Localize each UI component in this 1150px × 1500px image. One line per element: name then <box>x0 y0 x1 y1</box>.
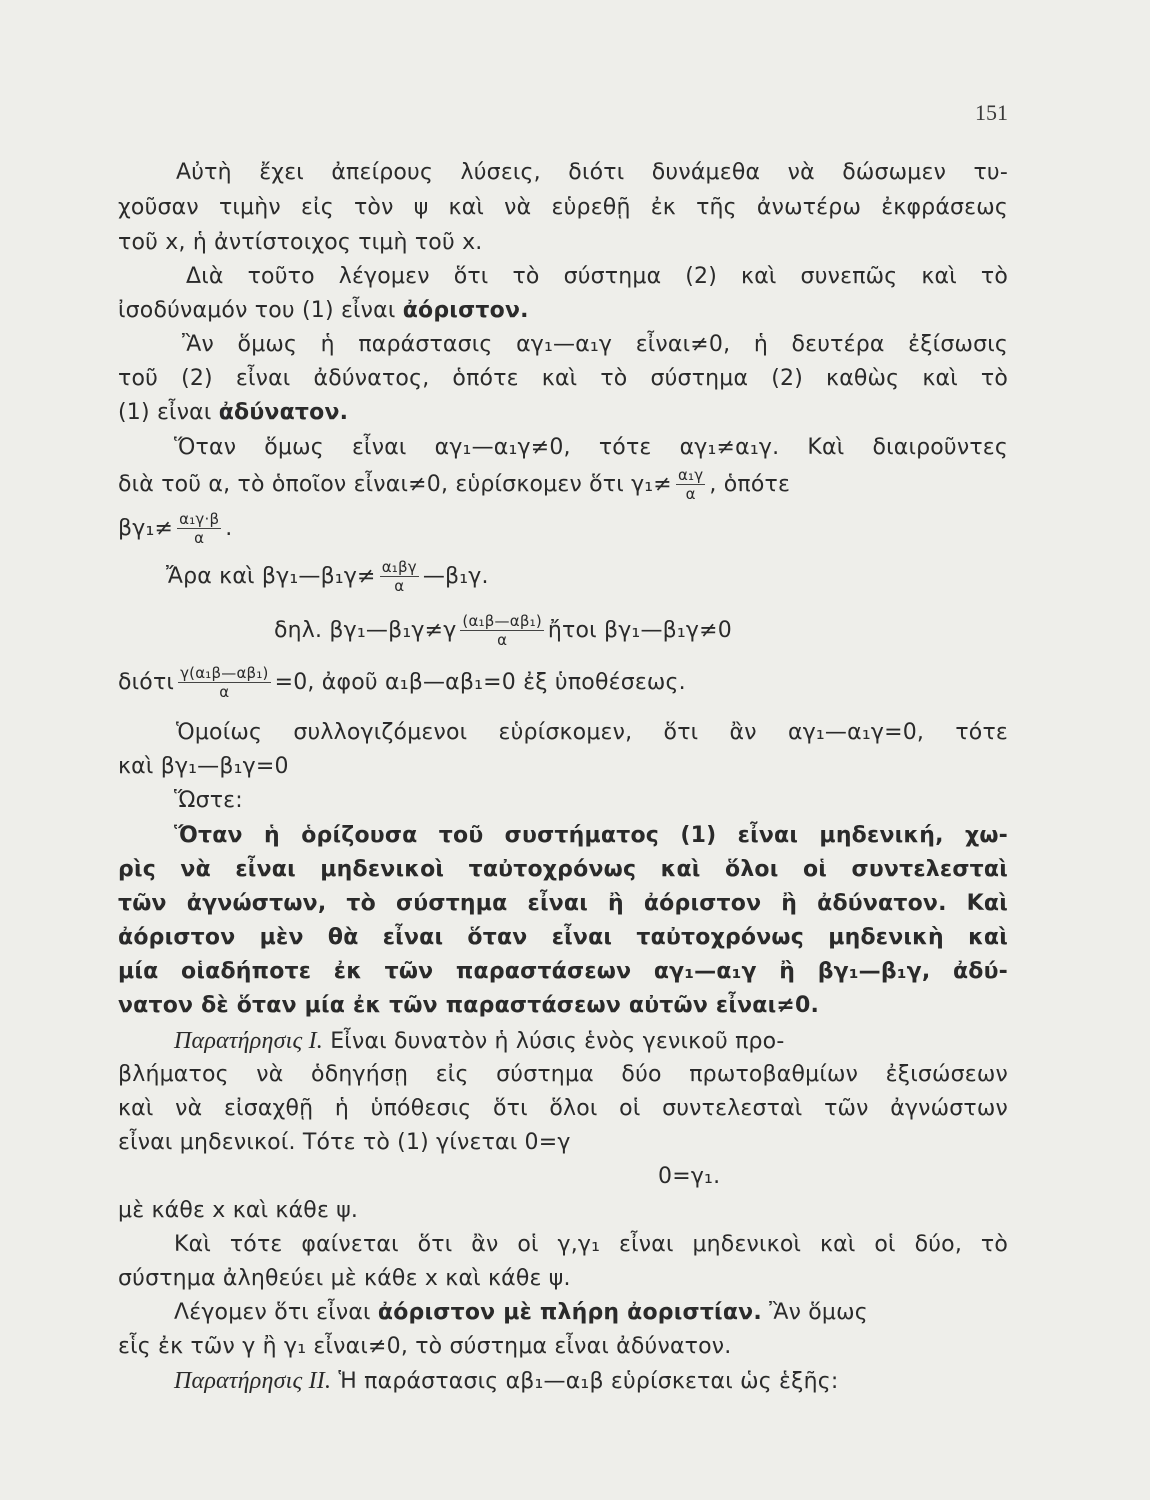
remark-title: Παρατήρησις Ι. <box>174 1028 324 1054</box>
text-run: (1) εἶναι <box>118 400 219 425</box>
formula-line <box>118 512 1008 546</box>
text-line <box>118 296 1008 326</box>
text-line: μὲ κάθε x καὶ κάθε ψ. <box>118 1198 359 1223</box>
fraction <box>380 560 419 594</box>
text-run: . <box>225 516 233 541</box>
text-line <box>118 1298 1064 1328</box>
remark-line <box>118 1366 1064 1397</box>
fraction <box>177 512 221 546</box>
formula-line <box>118 468 1008 502</box>
text-run: βγ₁≠ <box>118 516 174 541</box>
text-line: βλήματος νὰ ὁδηγήσῃ εἰς σύστημα δύο πρωτοβαθμίων ἐξισώσεων <box>118 1062 1008 1087</box>
denominator: α <box>194 529 205 547</box>
fraction <box>460 614 543 648</box>
text-line: τοῦ (2) εἶναι ἀδύνατος, ὁπότε καὶ τὸ σύστημα (2) καθὼς καὶ τὸ <box>118 366 1008 391</box>
remark-line <box>118 1026 1064 1057</box>
text-line: τοῦ x, ἡ ἀντίστοιχος τιμὴ τοῦ x. <box>118 230 483 255</box>
fraction <box>676 468 705 502</box>
text-line <box>118 398 1008 428</box>
text-run: Εἶναι δυνατὸν ἡ λύσις ἑνὸς γενικοῦ προ- <box>323 1029 785 1054</box>
text-run: διὰ τοῦ α, τὸ ὁποῖον εἶναι≠0, εὑρίσκομεν ὅτι γ₁≠ <box>118 472 672 497</box>
numerator: (α₁β—αβ₁) <box>462 612 542 630</box>
text-run: Ἄρα καὶ βγ₁—β₁γ≠ <box>166 564 376 589</box>
denominator: α <box>497 631 508 649</box>
bold-term: ἀόριστον μὲ πλήρη ἀοριστίαν. <box>377 1300 762 1325</box>
text-line: εἷς ἐκ τῶν γ ἢ γ₁ εἶναι≠0, τὸ σύστημα εἶναι ἀδύνατον. <box>118 1334 732 1359</box>
bold-term: ἀδύνατον. <box>218 400 349 425</box>
text-run: ἰσοδύναμόν του (1) εἶναι <box>118 298 403 323</box>
text-run: ἤτοι βγ₁—β₁γ≠0 <box>547 618 732 643</box>
text-line: Ἂν ὅμως ἡ παράστασις αγ₁—α₁γ εἶναι≠0, ἡ δευτέρα ἐξίσωσις <box>182 332 1008 357</box>
text-line: Διὰ τοῦτο λέγομεν ὅτι τὸ σύστημα (2) καὶ συνεπῶς καὶ τὸ <box>186 264 1008 289</box>
text-line: σύστημα ἀληθεύει μὲ κάθε x καὶ κάθε ψ. <box>118 1266 571 1291</box>
text-run: —β₁γ. <box>422 564 489 589</box>
text-line: 0=γ₁. <box>658 1164 721 1189</box>
text-run: δηλ. βγ₁—β₁γ≠γ <box>274 618 457 643</box>
text-run: Λέγομεν ὅτι εἶναι <box>174 1300 378 1325</box>
text-line: καὶ βγ₁—β₁γ=0 <box>118 754 289 779</box>
theorem-line: ρὶς νὰ εἶναι μηδενικοὶ ταὐτοχρόνως καὶ ὅλοι οἱ συντελεσταὶ <box>118 857 1008 882</box>
theorem-line: μία οἱαδήποτε ἐκ τῶν παραστάσεων αγ₁—α₁γ ἢ βγ₁—β₁γ, ἀδύ- <box>118 959 1008 984</box>
text-line: Ὁμοίως συλλογιζόμενοι εὑρίσκομεν, ὅτι ἂν αγ₁—α₁γ=0, τότε <box>176 720 1008 745</box>
text-line: Καὶ τότε φαίνεται ὅτι ἂν οἱ γ,γ₁ εἶναι μηδενικοὶ καὶ οἱ δύο, τὸ <box>174 1232 1008 1257</box>
text-run: διότι <box>118 670 175 695</box>
denominator: α <box>394 577 405 595</box>
bold-term: ἀόριστον. <box>402 298 529 323</box>
theorem-line: νατον δὲ ὅταν μία ἐκ τῶν παραστάσεων αὐτῶν εἶναι≠0. <box>118 993 820 1018</box>
text-line: χοῦσαν τιμὴν εἰς τὸν ψ καὶ νὰ εὑρεθῇ ἐκ τῆς ἀνωτέρω ἐκφράσεως <box>118 195 1008 220</box>
fraction <box>178 666 271 700</box>
text-line: εἶναι μηδενικοί. Τότε τὸ (1) γίνεται 0=γ <box>118 1130 571 1155</box>
numerator: α₁γ·β <box>179 510 220 528</box>
text-line: καὶ νὰ εἰσαχθῇ ἡ ὑπόθεσις ὅτι ὅλοι οἱ συντελεσταὶ τῶν ἀγνώστων <box>118 1096 1008 1121</box>
formula-line <box>118 614 1150 648</box>
remark-title: Παρατήρησις ΙΙ. <box>174 1368 332 1394</box>
text-run: Ἂν ὅμως <box>761 1300 868 1325</box>
numerator: α₁γ <box>677 466 704 484</box>
theorem-line: Ὅταν ἡ ὁρίζουσα τοῦ συστήματος (1) εἶναι μηδενική, χω- <box>174 823 1008 848</box>
formula-line <box>118 560 1056 594</box>
text-line: Αὐτὴ ἔχει ἀπείρους λύσεις, διότι δυνάμεθα νὰ δώσωμεν τυ- <box>176 160 1008 185</box>
page-number: 151 <box>975 100 1008 125</box>
text-line: Ὅταν ὅμως εἶναι αγ₁—α₁γ≠0, τότε αγ₁≠α₁γ. Καὶ διαιροῦντες <box>174 435 1008 460</box>
numerator: α₁βγ <box>381 558 417 576</box>
formula-line <box>118 666 1008 700</box>
text-run: Ἡ παράστασις αβ₁—α₁β εὑρίσκεται ὡς ἑξῆς: <box>331 1369 839 1394</box>
text-line: Ὥστε: <box>174 788 243 813</box>
text-run: , ὁπότε <box>709 472 791 497</box>
text-run: =0, ἀφοῦ α₁β—αβ₁=0 ἐξ ὑποθέσεως. <box>274 670 686 695</box>
theorem-line: τῶν ἀγνώστων, τὸ σύστημα εἶναι ἢ ἀόριστον ἢ ἀδύνατον. Καὶ <box>118 891 1008 916</box>
denominator: α <box>685 485 696 503</box>
numerator: γ(α₁β—αβ₁) <box>180 664 269 682</box>
denominator: α <box>219 683 230 701</box>
theorem-line: ἀόριστον μὲν θὰ εἶναι ὅταν εἶναι ταὐτοχρόνως μηδενικὴ καὶ <box>118 925 1008 950</box>
